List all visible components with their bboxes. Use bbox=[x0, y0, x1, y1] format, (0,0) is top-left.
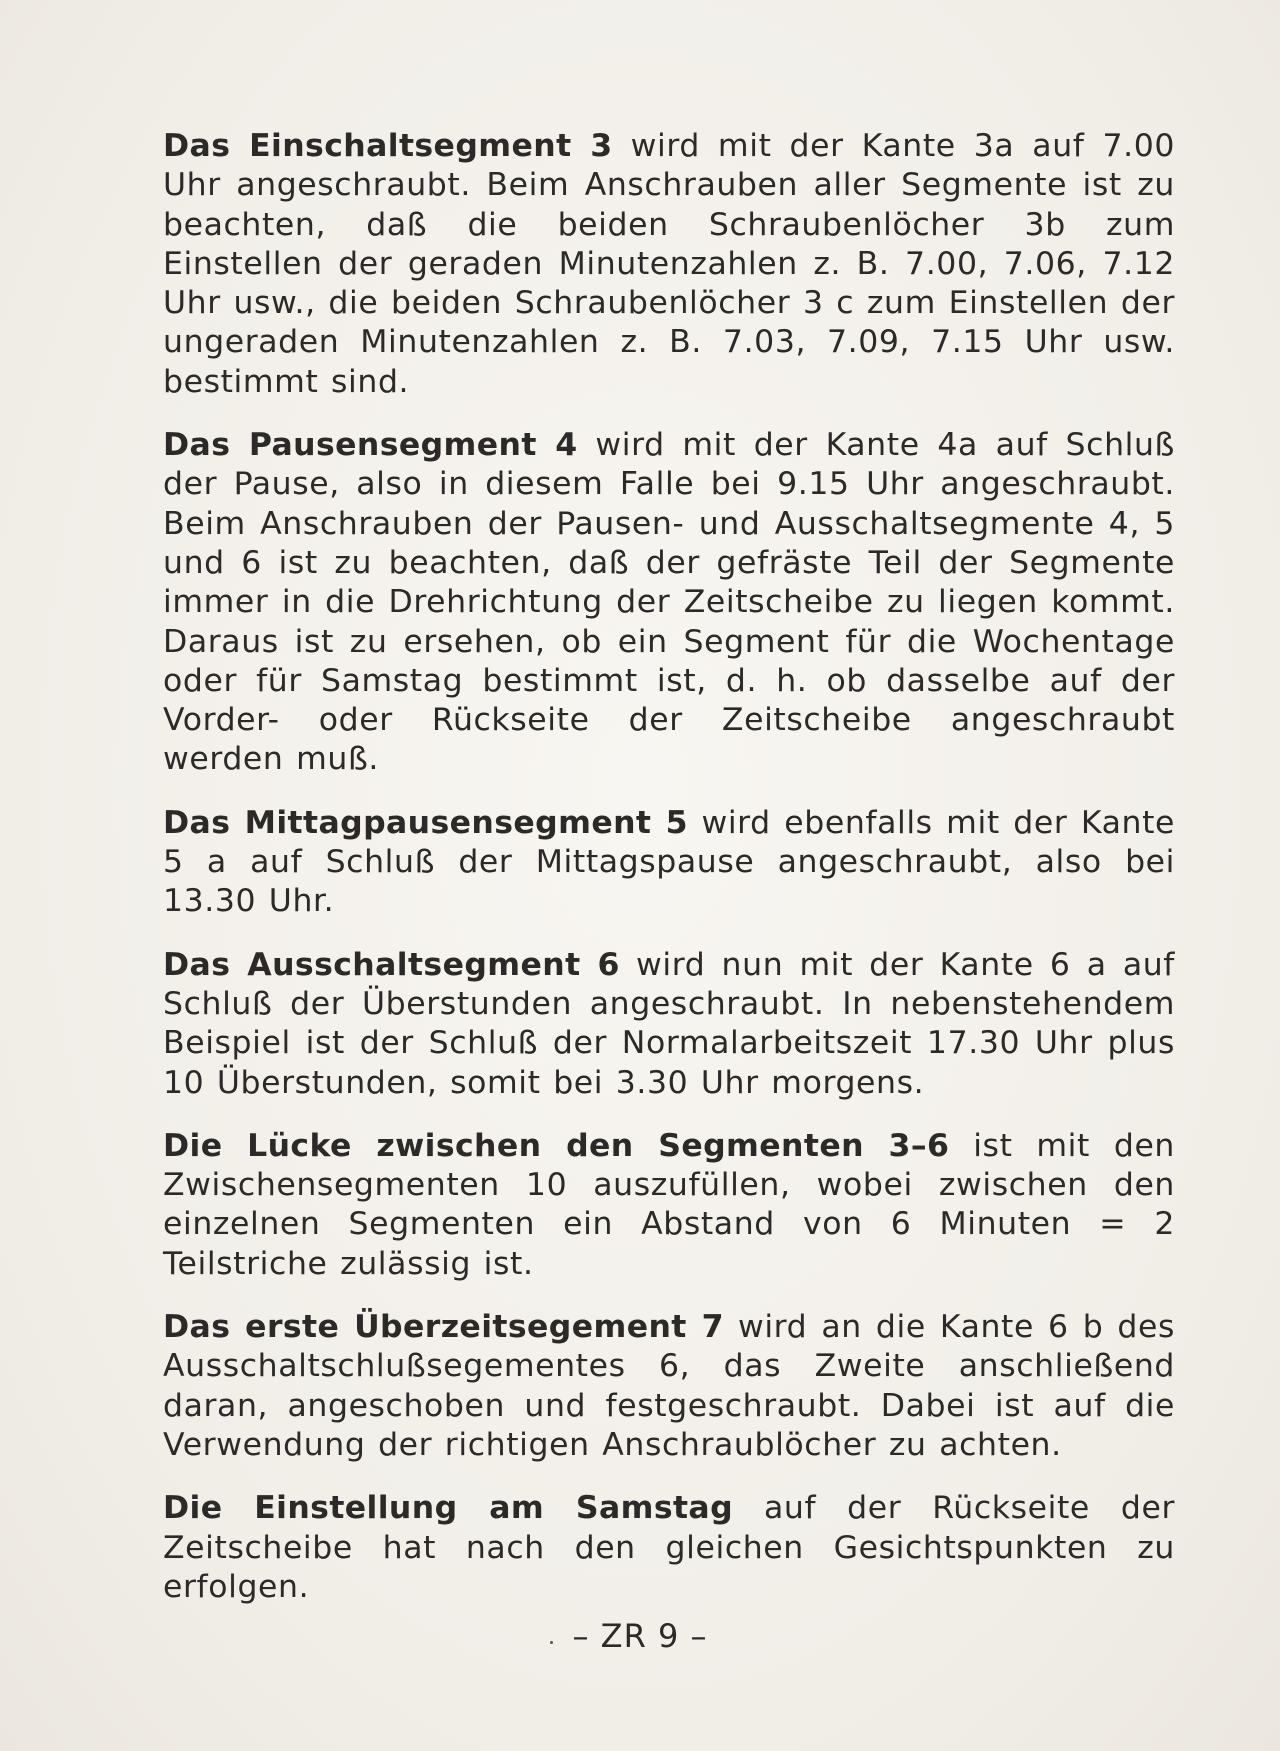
paragraph-lead: Die Lücke zwischen den Segmenten 3–6 bbox=[163, 1127, 950, 1164]
paragraph-lead: Das Mittagpausensegment 5 bbox=[163, 804, 688, 841]
paragraph-lead: Die Einstellung am Samstag bbox=[163, 1490, 734, 1527]
paragraph-text: wird mit der Kante 3a auf 7.00 Uhr angeschraubt. Beim Anschrauben aller Segmente ist zu beachten, daß die beiden Schraubenlöcher 3b zum Einstellen der geraden Minutenzahlen z. B. 7.00, 7.06, 7.12 Uhr usw., die beiden Schraubenlöcher 3 c zum Einstellen der ungeraden Minutenzahlen z. B. 7.03, 7.09, 7.15 Uhr usw. bestimmt sind. bbox=[163, 128, 1175, 400]
paragraph-pausensegment bbox=[163, 426, 1175, 780]
paragraph-ausschaltsegment bbox=[163, 946, 1175, 1103]
paragraph-text: wird mit der Kante 4a auf Schluß der Pause, also in diesem Falle bei 9.15 Uhr angeschraubt. Beim Anschrauben der Pausen- und Ausschaltsegmente 4, 5 und 6 ist zu beachten, daß der gefräste Teil der Segmente immer in die Drehrichtung der Zeitscheibe zu liegen kommt. Daraus ist zu ersehen, ob ein Segment für die Wochentage oder für Samstag bestimmt ist, d. h. ob dasselbe auf der Vorder- oder Rückseite der Zeitscheibe angeschraubt werden muß. bbox=[163, 427, 1175, 778]
paragraph-mittagpausensegment bbox=[163, 804, 1175, 922]
paragraph-text: wird an die Kante 6 b des Ausschaltschlußsegementes 6, das Zweite anschließend daran, angeschoben und festgeschraubt. Dabei ist auf die Verwendung der richtigen Anschraublöcher zu achten. bbox=[163, 1309, 1175, 1463]
paragraph-lead: Das Einschaltsegment 3 bbox=[163, 128, 613, 164]
paragraph-lead: Das Ausschaltsegment 6 bbox=[163, 946, 620, 983]
paragraph-einschaltsegment bbox=[163, 127, 1175, 402]
paragraph-text: ist mit den Zwischensegmenten 10 auszufüllen, wobei zwischen den einzelnen Segmenten ein Abstand von 6 Minuten = 2 Teilstriche zulässig ist. bbox=[163, 1127, 1175, 1282]
body-text bbox=[163, 127, 1175, 1607]
paragraph-lead: Das Pausensegment 4 bbox=[163, 427, 578, 464]
paragraph-text: wird ebenfalls mit der Kante 5 a auf Schluß der Mittagspause angeschraubt, also bei 13.30 Uhr. bbox=[163, 804, 1175, 920]
page-number: – ZR 9 – bbox=[572, 1617, 708, 1655]
paragraph-luecke bbox=[163, 1127, 1175, 1284]
paragraph-text: auf der Rückseite der Zeitscheibe hat nach den gleichen Gesichtspunkten zu erfolgen. bbox=[163, 1490, 1175, 1605]
paragraph-samstag bbox=[163, 1489, 1175, 1607]
paragraph-ueberzeitsegment bbox=[163, 1308, 1175, 1465]
paragraph-text: wird nun mit der Kante 6 a auf Schluß der Überstunden angeschraubt. In nebenstehendem Beispiel ist der Schluß der Normalarbeitszeit 17.30 Uhr plus 10 Überstunden, somit bei 3.30 Uhr morgens. bbox=[163, 946, 1175, 1101]
paragraph-lead: Das erste Überzeitsegement 7 bbox=[163, 1309, 724, 1346]
